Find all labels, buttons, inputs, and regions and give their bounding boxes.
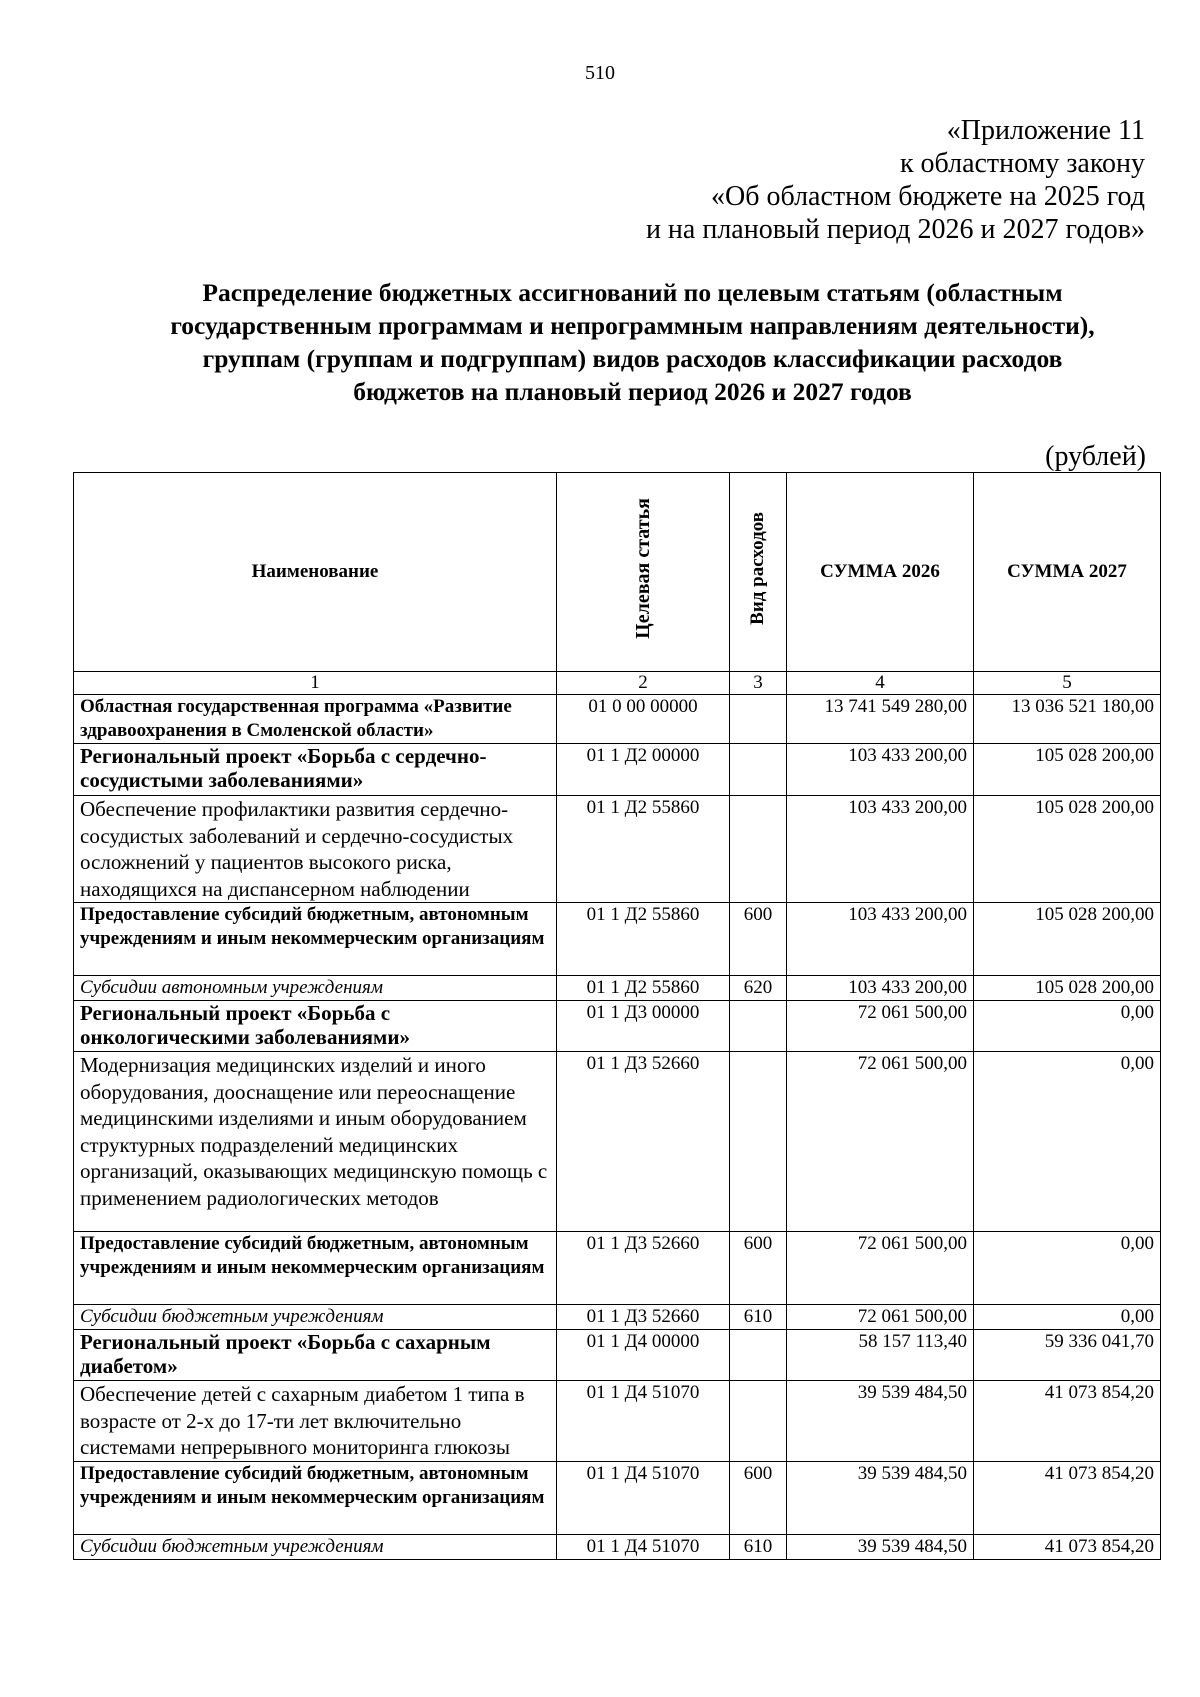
column-number: 5 (974, 672, 1161, 695)
row-expense-kind (730, 796, 787, 903)
appendix-line: и на плановый период 2026 и 2027 годов» (645, 214, 1145, 245)
row-sum-2026: 58 157 113,40 (787, 1330, 974, 1381)
row-name: Обеспечение детей с сахарным диабетом 1 типа в возрасте от 2-х до 17-ти лет включительно системами непрерывного мониторинга глюкозы (74, 1381, 557, 1462)
row-expense-kind: 620 (730, 976, 787, 1001)
row-expense-kind: 600 (730, 903, 787, 976)
row-sum-2026: 72 061 500,00 (787, 1052, 974, 1232)
row-name: Предоставление субсидий бюджетным, автономным учреждениям и иным некоммерческим организациям (74, 1232, 557, 1305)
table-row (74, 695, 1161, 744)
row-expense-kind: 600 (730, 1461, 787, 1534)
row-target-article: 01 1 Д2 00000 (557, 744, 730, 796)
row-name: Региональный проект «Борьба с онкологическими заболеваниями» (74, 1001, 557, 1052)
row-sum-2026: 13 741 549 280,00 (787, 695, 974, 744)
appendix-line: «Приложение 11 (946, 115, 1145, 146)
row-sum-2026: 103 433 200,00 (787, 976, 974, 1001)
row-sum-2027: 0,00 (974, 1232, 1161, 1305)
row-target-article: 01 1 Д3 52660 (557, 1052, 730, 1232)
row-expense-kind: 610 (730, 1534, 787, 1559)
title-line: бюджетов на плановый период 2026 и 2027 годов (353, 377, 912, 406)
header-expense-kind (730, 473, 787, 672)
header-row (74, 473, 1161, 672)
row-target-article: 01 1 Д2 55860 (557, 796, 730, 903)
table-row (74, 1461, 1161, 1534)
title-line: государственным программам и непрограммным направлениям деятельности), (170, 311, 1095, 340)
row-sum-2027: 41 073 854,20 (974, 1461, 1161, 1534)
table-row (74, 796, 1161, 903)
table-row (74, 1052, 1161, 1232)
row-sum-2026: 39 539 484,50 (787, 1461, 974, 1534)
row-sum-2027: 59 336 041,70 (974, 1330, 1161, 1381)
row-sum-2027: 105 028 200,00 (974, 903, 1161, 976)
row-sum-2027: 0,00 (974, 1001, 1161, 1052)
row-sum-2026: 39 539 484,50 (787, 1534, 974, 1559)
row-sum-2027: 105 028 200,00 (974, 796, 1161, 903)
row-sum-2027: 0,00 (974, 1052, 1161, 1232)
row-target-article: 01 1 Д4 00000 (557, 1330, 730, 1381)
row-expense-kind: 610 (730, 1305, 787, 1330)
row-sum-2026: 39 539 484,50 (787, 1381, 974, 1462)
table-row (74, 744, 1161, 796)
row-name: Субсидии автономным учреждениям (74, 976, 557, 1001)
table-row (74, 1534, 1161, 1559)
row-sum-2026: 72 061 500,00 (787, 1305, 974, 1330)
row-sum-2027: 41 073 854,20 (974, 1381, 1161, 1462)
row-expense-kind (730, 1330, 787, 1381)
table-row (74, 1381, 1161, 1462)
row-target-article: 01 1 Д4 51070 (557, 1461, 730, 1534)
column-number: 2 (557, 672, 730, 695)
title-line: группам (группам и подгруппам) видов расходов классификации расходов (202, 344, 1063, 373)
table-row (74, 1330, 1161, 1381)
row-name: Модернизация медицинских изделий и иного оборудования, дооснащение или переоснащение медицинскими изделиями и иным оборудованием структурных подразделений медицинских организаций, оказывающих медицинскую помощь с применением радиологических методов (74, 1052, 557, 1232)
row-name: Предоставление субсидий бюджетным, автономным учреждениям и иным некоммерческим организациям (74, 1461, 557, 1534)
row-name: Обеспечение профилактики развития сердечно-сосудистых заболеваний и сердечно-сосудистых осложнений у пациентов высокого риска, находящихся на диспансерном наблюдении (74, 796, 557, 903)
column-number: 4 (787, 672, 974, 695)
row-sum-2027: 105 028 200,00 (974, 744, 1161, 796)
row-target-article: 01 1 Д3 00000 (557, 1001, 730, 1052)
appendix-reference (646, 114, 1145, 246)
table-row (74, 1232, 1161, 1305)
row-expense-kind (730, 695, 787, 744)
row-target-article: 01 1 Д2 55860 (557, 976, 730, 1001)
budget-table (73, 472, 1161, 1560)
header-name: Наименование (74, 473, 557, 672)
column-number: 1 (74, 672, 557, 695)
row-name: Субсидии бюджетным учреждениям (74, 1305, 557, 1330)
column-number-row (74, 672, 1161, 695)
row-name: Предоставление субсидий бюджетным, автономным учреждениям и иным некоммерческим организациям (74, 903, 557, 976)
row-sum-2026: 103 433 200,00 (787, 744, 974, 796)
header-target-article (557, 473, 730, 672)
row-sum-2027: 0,00 (974, 1305, 1161, 1330)
row-target-article: 01 1 Д3 52660 (557, 1305, 730, 1330)
row-expense-kind (730, 1052, 787, 1232)
row-expense-kind (730, 1381, 787, 1462)
table-row (74, 1001, 1161, 1052)
row-name: Субсидии бюджетным учреждениям (74, 1534, 557, 1559)
table-row (74, 1305, 1161, 1330)
row-name: Региональный проект «Борьба с сахарным диабетом» (74, 1330, 557, 1381)
row-sum-2026: 72 061 500,00 (787, 1232, 974, 1305)
row-sum-2026: 103 433 200,00 (787, 903, 974, 976)
column-number: 3 (730, 672, 787, 695)
row-target-article: 01 1 Д4 51070 (557, 1534, 730, 1559)
row-sum-2027: 105 028 200,00 (974, 976, 1161, 1001)
row-target-article: 01 1 Д2 55860 (557, 903, 730, 976)
row-expense-kind (730, 744, 787, 796)
row-expense-kind: 600 (730, 1232, 787, 1305)
units-label: (рублей) (1045, 441, 1146, 472)
row-target-article: 01 0 00 00000 (557, 695, 730, 744)
title-line: Распределение бюджетных ассигнований по целевым статьям (областным (202, 278, 1063, 307)
appendix-line: к областному закону (899, 148, 1145, 179)
row-sum-2026: 72 061 500,00 (787, 1001, 974, 1052)
header-sum-2026: СУММА 2026 (787, 473, 974, 672)
row-name: Областная государственная программа «Развитие здравоохранения в Смоленской области» (74, 695, 557, 744)
appendix-line: «Об областном бюджете на 2025 год (711, 181, 1145, 212)
document-title (95, 276, 1170, 408)
row-target-article: 01 1 Д3 52660 (557, 1232, 730, 1305)
header-target-article-label: Целевая статья (632, 498, 654, 639)
row-sum-2027: 41 073 854,20 (974, 1534, 1161, 1559)
table-row (74, 903, 1161, 976)
row-name: Региональный проект «Борьба с сердечно-сосудистыми заболеваниями» (74, 744, 557, 796)
header-expense-kind-label: Вид расходов (747, 512, 768, 625)
header-sum-2027: СУММА 2027 (974, 473, 1161, 672)
row-expense-kind (730, 1001, 787, 1052)
row-target-article: 01 1 Д4 51070 (557, 1381, 730, 1462)
row-sum-2027: 13 036 521 180,00 (974, 695, 1161, 744)
row-sum-2026: 103 433 200,00 (787, 796, 974, 903)
page-number: 510 (585, 62, 615, 84)
table-row (74, 976, 1161, 1001)
